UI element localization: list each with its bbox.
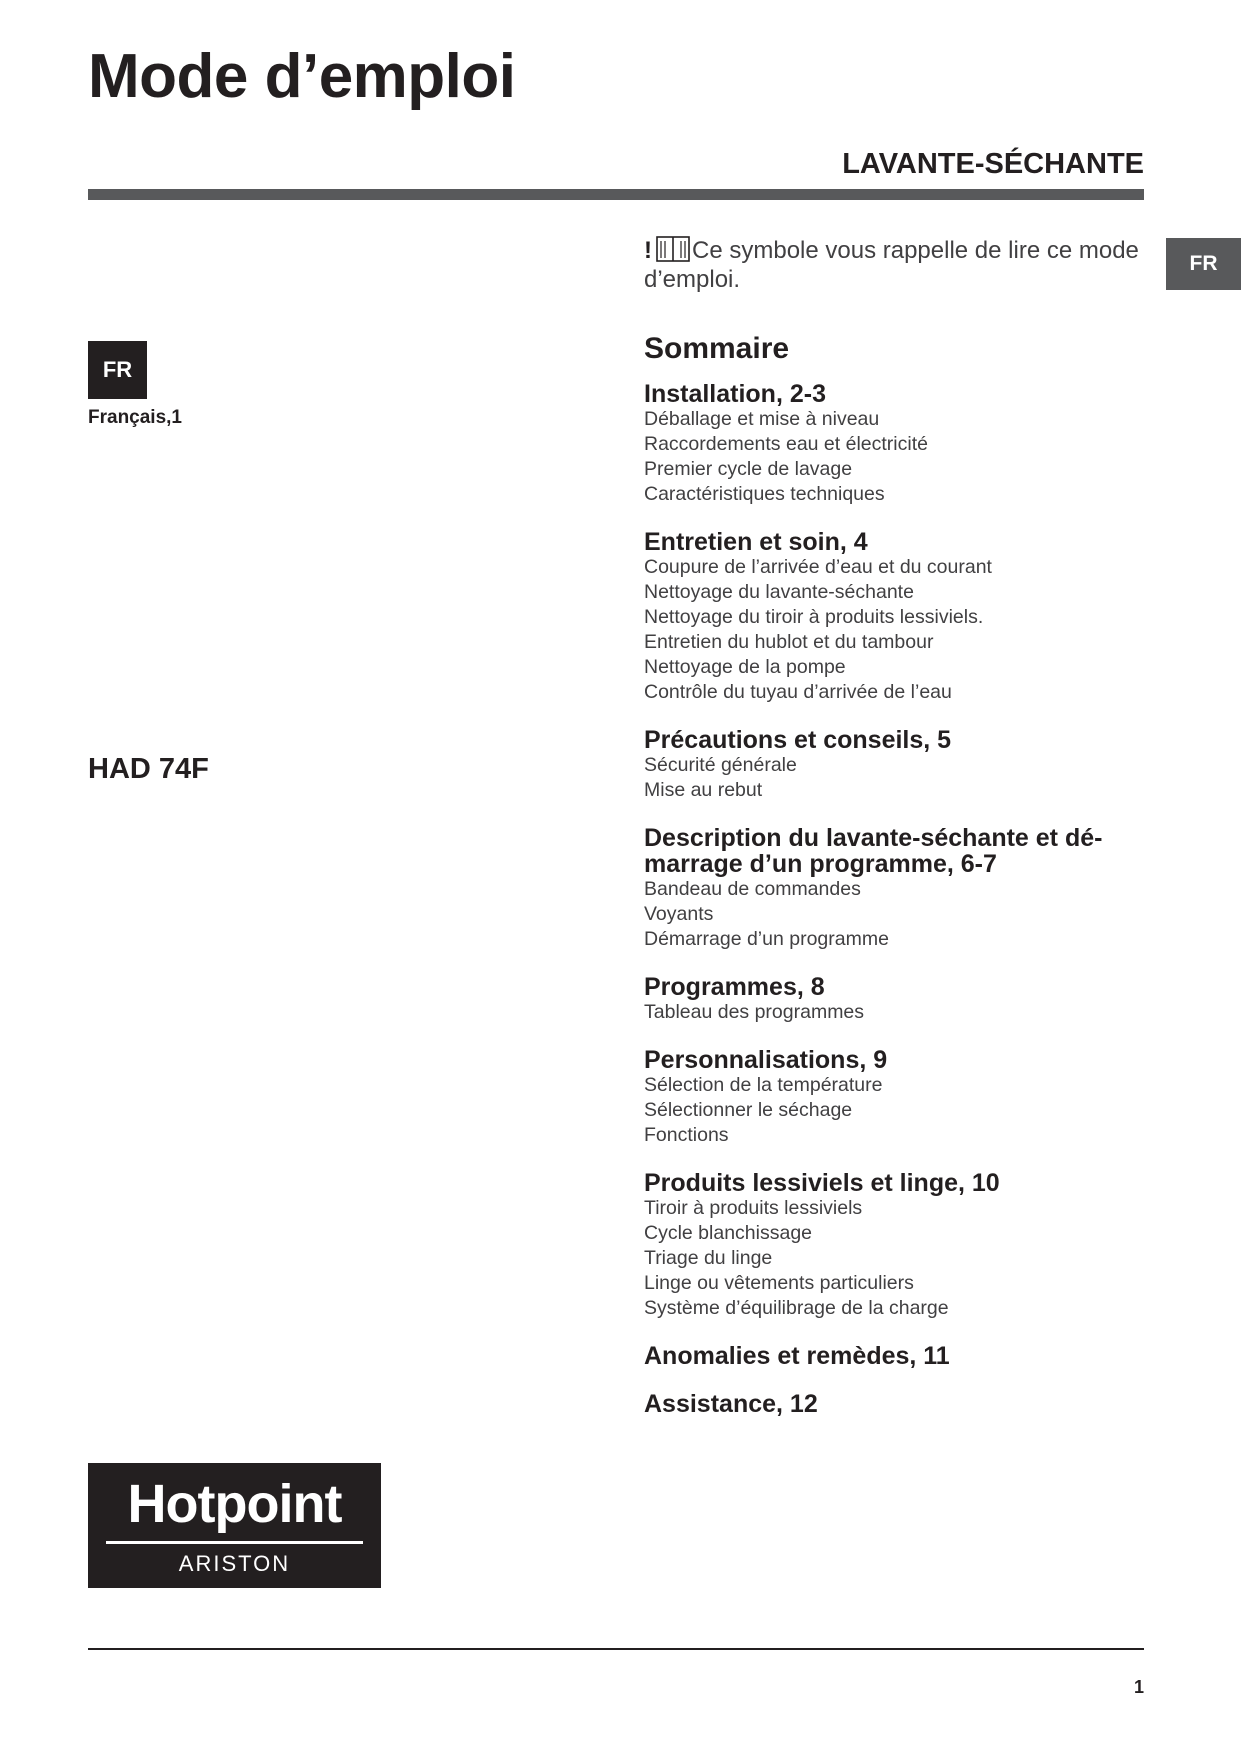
read-manual-notice — [644, 236, 1144, 292]
toc-section-entretien — [644, 529, 1144, 705]
toc-section-title: Personnalisations, 9 — [644, 1046, 888, 1074]
toc-section-anomalies — [644, 1343, 1144, 1369]
toc-section-title: Produits lessiviels et linge, 10 — [644, 1169, 1000, 1197]
toc-section-assistance — [644, 1391, 1144, 1417]
footer-rule — [88, 1648, 1144, 1650]
page-number: 1 — [1133, 1677, 1144, 1697]
toc-item: Sélection de la température — [644, 1074, 883, 1096]
product-type: LAVANTE-SÉCHANTE — [842, 148, 1144, 180]
notice-text: Ce symbole vous rappelle de lire ce mode d’emploi. — [644, 237, 1139, 293]
table-of-contents — [644, 331, 1144, 1439]
toc-item: Système d’équilibrage de la charge — [644, 1297, 949, 1319]
toc-item: Sélectionner le séchage — [644, 1099, 853, 1121]
toc-item: Cycle blanchissage — [644, 1222, 813, 1244]
toc-section-title: Précautions et conseils, 5 — [644, 726, 952, 754]
toc-item: Fonctions — [644, 1124, 729, 1146]
exclamation-mark: ! — [644, 237, 652, 264]
logo-divider — [106, 1541, 363, 1544]
toc-item: Contrôle du tuyau d’arrivée de l’eau — [644, 681, 952, 703]
toc-section-installation — [644, 381, 1144, 507]
toc-item: Nettoyage du tiroir à produits lessiviels. — [644, 606, 984, 628]
language-label: Français,1 — [88, 407, 182, 428]
toc-section-personnalisations — [644, 1047, 1144, 1148]
header-rule — [88, 189, 1144, 200]
language-side-tab: FR — [1166, 238, 1241, 290]
toc-item: Tableau des programmes — [644, 1001, 865, 1023]
toc-item: Entretien du hublot et du tambour — [644, 631, 934, 653]
toc-item: Mise au rebut — [644, 779, 763, 801]
toc-item: Nettoyage de la pompe — [644, 656, 846, 678]
toc-item: Coupure de l’arrivée d’eau et du courant — [644, 556, 992, 578]
logo-subbrand: ARISTON — [178, 1551, 291, 1576]
toc-item: Bandeau de commandes — [644, 878, 861, 900]
contents-title: Sommaire — [644, 332, 790, 365]
toc-section-title: Assistance, 12 — [644, 1390, 818, 1418]
toc-item: Raccordements eau et électricité — [644, 433, 928, 455]
toc-section-precautions — [644, 727, 1144, 803]
toc-section-title: Anomalies et remèdes, 11 — [644, 1342, 950, 1370]
toc-item: Linge ou vêtements particuliers — [644, 1272, 914, 1294]
toc-section-produits — [644, 1170, 1144, 1321]
toc-section-title: Programmes, 8 — [644, 973, 825, 1001]
toc-section-programmes — [644, 974, 1144, 1025]
toc-section-title: Description du lavante-séchante et dé-marrage d’un programme, 6-7 — [644, 824, 1103, 878]
brand-logo — [88, 1463, 381, 1588]
toc-section-title: Entretien et soin, 4 — [644, 528, 868, 556]
toc-item: Sécurité générale — [644, 754, 797, 776]
toc-item: Voyants — [644, 903, 714, 925]
document-title: Mode d’emploi — [88, 42, 516, 111]
model-name: HAD 74F — [88, 753, 209, 785]
toc-item: Caractéristiques techniques — [644, 483, 885, 505]
toc-section-title: Installation, 2-3 — [644, 380, 826, 408]
toc-item: Déballage et mise à niveau — [644, 408, 880, 430]
toc-item: Premier cycle de lavage — [644, 458, 853, 480]
toc-item: Triage du linge — [644, 1247, 773, 1269]
toc-section-description — [644, 825, 1144, 952]
toc-item: Tiroir à produits lessiviels — [644, 1197, 863, 1219]
language-badge: FR — [88, 341, 147, 399]
logo-wordmark: Hotpoint — [127, 1474, 342, 1534]
toc-item: Nettoyage du lavante-séchante — [644, 581, 914, 603]
toc-item: Démarrage d’un programme — [644, 928, 889, 950]
book-icon — [656, 236, 690, 267]
